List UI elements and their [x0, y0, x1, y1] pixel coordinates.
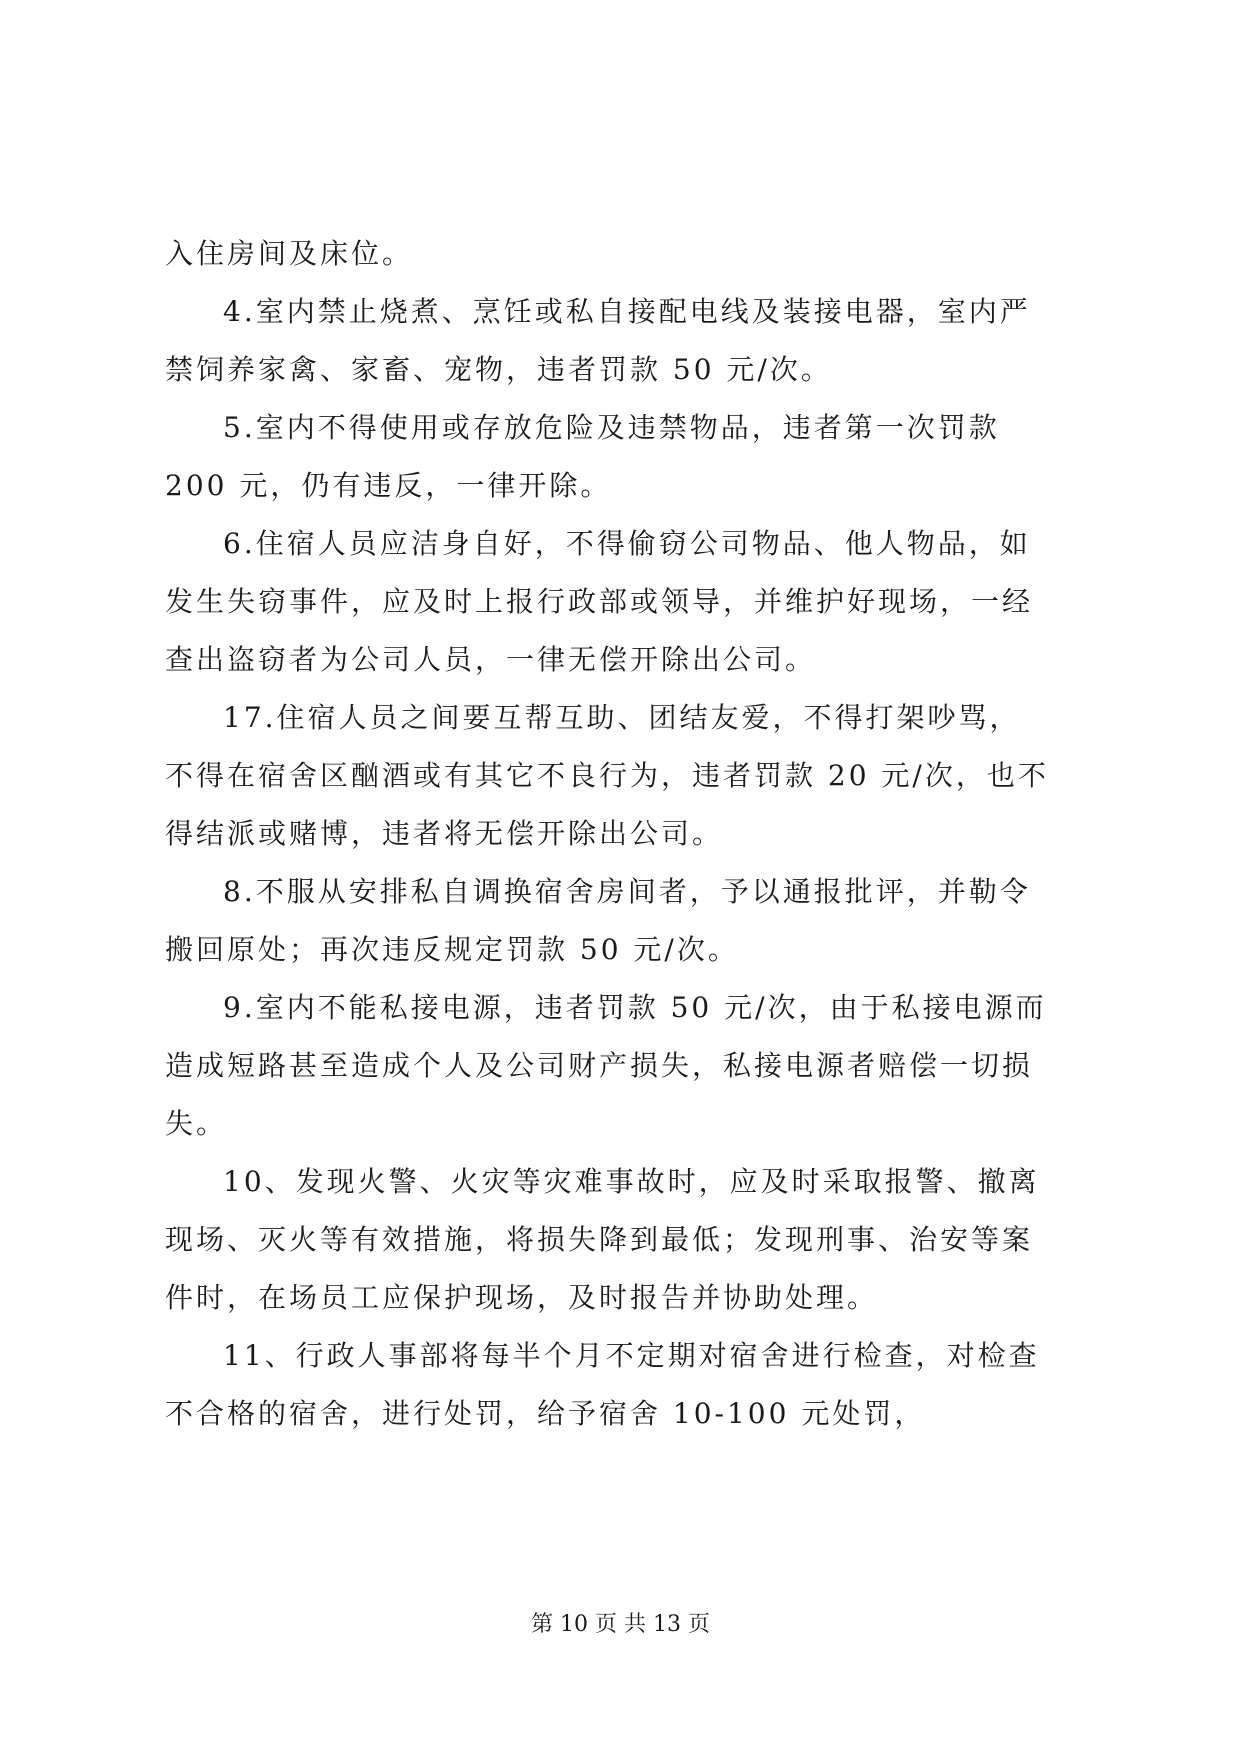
page-footer: 第 10 页 共 13 页 — [531, 1612, 710, 1637]
text-line: 入住房间及床位。 — [165, 237, 414, 270]
text-line: 失。 — [165, 1107, 228, 1140]
text-line: 不得在宿舍区酗酒或有其它不良行为，违者罚款 20 元/次，也不 — [165, 759, 1049, 792]
text-line: 件时，在场员工应保护现场，及时报告并协助处理。 — [165, 1281, 879, 1314]
text-line: 6.住宿人员应洁身自好，不得偷窃公司物品、他人物品，如 — [223, 527, 1031, 560]
text-line: 11、行政人事部将每半个月不定期对宿舍进行检查，对检查 — [223, 1339, 1040, 1372]
text-line: 得结派或赌博，违者将无偿开除出公司。 — [165, 817, 724, 850]
text-line: 不合格的宿舍，进行处罚，给予宿舍 10-100 元处罚， — [165, 1397, 926, 1430]
text-line: 发生失窃事件，应及时上报行政部或领导，并维护好现场，一经 — [165, 585, 1034, 618]
text-line: 查出盗窃者为公司人员，一律无偿开除出公司。 — [165, 643, 817, 676]
text-line: 17.住宿人员之间要互帮互助、团结友爱，不得打架吵骂， — [223, 701, 1021, 734]
text-line: 10、发现火警、火灾等灾难事故时，应及时采取报警、撤离 — [223, 1165, 1040, 1198]
text-line: 搬回原处；再次违反规定罚款 50 元/次。 — [165, 933, 739, 966]
text-line: 200 元，仍有违反，一律开除。 — [165, 469, 612, 502]
text-line: 8.不服从安排私自调换宿舍房间者，予以通报批评，并勒令 — [223, 875, 1031, 908]
text-line: 造成短路甚至造成个人及公司财产损失，私接电源者赔偿一切损 — [165, 1049, 1034, 1082]
text-line: 4.室内禁止烧煮、烹饪或私自接配电线及装接电器，室内严 — [223, 295, 1031, 328]
text-line: 现场、灭火等有效措施，将损失降到最低；发现刑事、治安等案 — [165, 1223, 1034, 1256]
text-line: 禁饲养家禽、家畜、宠物，违者罚款 50 元/次。 — [165, 353, 832, 386]
text-line: 5.室内不得使用或存放危险及违禁物品，违者第一次罚款 — [223, 411, 1000, 444]
text-line: 9.室内不能私接电源，违者罚款 50 元/次，由于私接电源而 — [223, 991, 1047, 1024]
